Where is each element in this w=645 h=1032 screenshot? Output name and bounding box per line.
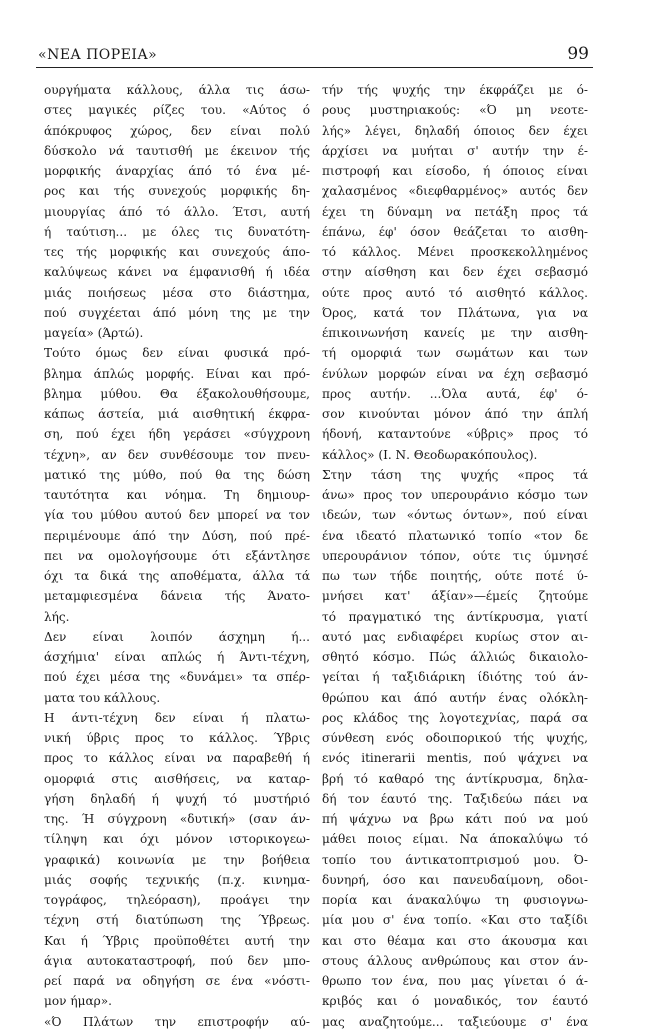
text-line: μιάς σοφής τεχνικής (π.χ. κινημα- bbox=[44, 872, 310, 887]
text-line: ταυτότητα και νόημα. Τη δημιουρ- bbox=[44, 488, 310, 502]
text-line: θρώπου και άπό αυτήν ένας ολόκλη- bbox=[322, 690, 588, 705]
text-line: τήν τής ψυχής την έκφράζει με ό- bbox=[322, 83, 588, 97]
text-line: ούτε προς αυτό τό αισθητό κάλλος. bbox=[322, 285, 588, 300]
text-line: ήδονή, καταντούνε «ύβρις» προς τό bbox=[322, 427, 588, 442]
text-line: υπερουράνιον τόπον, ούτε τις ύμνησέ bbox=[322, 548, 588, 563]
text-line: λής. bbox=[44, 609, 70, 624]
text-line: πού έχει μέσα της «δυνάμει» τα σπέρ- bbox=[44, 670, 310, 685]
text-line: και στο θέαμα και στο άκουσμα και bbox=[322, 933, 588, 948]
text-line: μία μου σ' ένα τοπίο. «Και στο ταξίδι bbox=[322, 913, 588, 928]
text-line: Η άντι-τέχνη δεν είναι ή πλατω- bbox=[44, 710, 310, 725]
text-line: ρος κλάδος της λογοτεχνίας, παρά σα bbox=[322, 710, 588, 725]
text-line: χαλασμένος «διεφθαρμένος» αυτός δεν bbox=[322, 184, 588, 199]
text-line: πω των τήδε ποιητής, ούτε ποτέ ύ- bbox=[322, 569, 588, 583]
text-line: τή ομορφιά των σωμάτων και των bbox=[322, 346, 588, 361]
text-line: άρχίσει να μυήται σ' αυτήν την έ- bbox=[322, 143, 588, 158]
text-line: όχι τα δικά της αποθέματα, άλλα τά bbox=[44, 569, 310, 583]
text-column-left bbox=[44, 80, 310, 1032]
text-line: μορφικής άναρχίας άπό τό ένα μέ- bbox=[44, 164, 310, 178]
text-line: έπικοινωνήση κανείς με την αισθη- bbox=[322, 326, 588, 340]
text-line: ση, πού έχει ήδη γεράσει «σύγχρονη bbox=[44, 427, 310, 442]
text-line: Στην τάση της ψυχής «προς τά bbox=[322, 467, 588, 482]
text-line: νική ύβρις προς το κάλλος. Ύβρις bbox=[44, 731, 310, 745]
text-line: γείται ή ταξιδιάρικη ίδιότης τού άν- bbox=[322, 670, 588, 685]
text-line: Και ή Ύβρις προϋποθέτει αυτή την bbox=[44, 933, 310, 948]
text-line: τέχνη στή διατύπωση της Ύβρεως. bbox=[44, 913, 310, 928]
text-line: γήση δηλαδή ή ψυχή τό μυστήριό bbox=[44, 791, 310, 806]
text-line: τέχνη», αν δεν συνθέσουμε τον πνευ- bbox=[44, 447, 310, 462]
text-line: στην αίσθηση και δεν έχει σεβασμό bbox=[322, 265, 588, 280]
text-line: μας αναζητούμε... ταξιεύουμε σ' ένα bbox=[322, 1014, 588, 1029]
text-line: άγια αυτοκαταστροφή, πού δεν μπο- bbox=[44, 953, 310, 968]
text-line: γία του μύθου αυτού δεν μπορεί να τον bbox=[44, 508, 310, 523]
text-line: σύνθεση ενός οδοιπορικού τής ψυχής, bbox=[322, 731, 588, 745]
text-line: ματα του κάλλους. bbox=[44, 690, 161, 705]
text-line: προς το κάλλος είναι να παραβεθή ή bbox=[44, 751, 310, 766]
text-line: σον κινούνται μόνον άπό την άπλή bbox=[322, 407, 588, 421]
text-line: τό κάλλος. Μένει προσκεκολλημένος bbox=[322, 245, 588, 259]
text-line: ρεί παρά να οδηγήση σε ένα «νόστι- bbox=[44, 974, 310, 988]
text-line: μεταμφιεσμένα δάνεια τής Άνατο- bbox=[44, 589, 310, 604]
text-line: άπόκρυφος χώρος, δεν είναι πολύ bbox=[44, 123, 310, 138]
text-line: τό πραγματικό της άντίκρυσμα, γιατί bbox=[322, 609, 588, 624]
text-line: πή ψάχνω να βρω κάτι πού να μού bbox=[322, 812, 588, 826]
text-line: μάθει ποιος είμαι. Να άποκαλύψω τό bbox=[322, 832, 588, 847]
text-line: σθητό κόσμο. Πώς άλλιώς δικαιολο- bbox=[322, 650, 588, 664]
text-column-right bbox=[322, 80, 588, 1032]
text-line: Τούτο όμως δεν είναι φυσικά πρό- bbox=[44, 346, 310, 361]
text-line: πορία και άνακαλύψω τη φυσιογνω- bbox=[322, 893, 588, 907]
text-line: τοπίο του άντικατοπτρισμού μου. Ό- bbox=[322, 852, 588, 867]
text-line: δύσκολο νά ταυτισθή με έκεινον τής bbox=[44, 143, 310, 158]
text-line: μνήσει κατ' άξίαν»—έμείς ζητούμε bbox=[322, 589, 588, 604]
text-line: αυτό μας ενδιαφέρει κυρίως στον αι- bbox=[322, 629, 588, 644]
text-line: ομορφιά στις αισθήσεις, να καταρ- bbox=[44, 771, 310, 786]
text-line: Όρος, κατά τον Πλάτωνα, για να bbox=[322, 305, 588, 320]
text-line: ένύλων μορφών είναι να έχη σεβασμό bbox=[322, 366, 588, 381]
text-line: έχει τη δύναμη να πετάξη προς τά bbox=[322, 204, 588, 219]
text-line: ένα ιδεατό πλατωνικό τοπίο «τον δε bbox=[322, 528, 588, 543]
text-line: μιάς ποιήσεως μέσα στο διάστημα, bbox=[44, 285, 310, 300]
text-line: τογράφος, τηλεόραση), προάγει την bbox=[44, 893, 310, 907]
text-line: γραφικά) κοινωνία με την βοήθεια bbox=[44, 852, 310, 867]
header-rule bbox=[36, 67, 593, 68]
text-line: πού συγχέεται άπό μόνη της με την bbox=[44, 305, 310, 320]
page-number: 99 bbox=[567, 44, 589, 64]
text-line: της. Ή σύγχρονη «δυτική» (σαν άν- bbox=[44, 812, 310, 826]
text-line: ουργήματα κάλλους, άλλα τις άσω- bbox=[44, 83, 310, 97]
text-line: πιστροφή και είσοδο, ή όποιος είναι bbox=[322, 164, 588, 178]
text-line: λής» λέγει, δηλαδή όποιος δεν έχει bbox=[322, 123, 588, 138]
text-line: τίληψη και όχι μόνον ιστορικογεω- bbox=[44, 832, 310, 847]
text-line: ή ταύτιση... με όλες τις δυνατότη- bbox=[44, 224, 310, 239]
text-line: άσχήμια' είναι απλώς ή Άντι-τέχνη, bbox=[44, 650, 310, 664]
text-line: τες τής μορφικής και συνεχούς άπο- bbox=[44, 245, 310, 259]
text-line: στες μαγικές ρίζες του. «Αύτος ό bbox=[44, 103, 310, 118]
text-line: στους άλλους ανθρώπους και στον άν- bbox=[322, 953, 588, 968]
text-line: βρή τό καθαρό της άντίκρυσμα, δηλα- bbox=[322, 771, 588, 786]
text-line: κάπως άστεία, μιά αισθητική έκφρα- bbox=[44, 407, 310, 421]
text-line: περιμένουμε άπό την Δύση, πού πρέ- bbox=[44, 528, 310, 543]
text-line: κάλλος» (Ι. Ν. Θεοδωρακόπουλος). bbox=[322, 447, 538, 462]
text-line: ρους μυστηριακούς: «Ό μη νεοτε- bbox=[322, 103, 588, 118]
text-line: βλημα άπλώς μορφής. Είναι και πρό- bbox=[44, 366, 310, 381]
text-line: ματικό της μύθο, πού θα της δώση bbox=[44, 467, 310, 482]
text-line: κριβός και ό μοναδικός, τον έαυτό bbox=[322, 994, 588, 1009]
text-line: δυνηρή, όσο και πανευδαίμονη, οδοι- bbox=[322, 872, 588, 887]
text-line: έπάνω, έφ' όσον θεάζεται το αισθη- bbox=[322, 224, 588, 239]
text-line: μον ήμαρ». bbox=[44, 994, 112, 1009]
text-line: δή τον έαυτό της. Ταξιδεύω πάει να bbox=[322, 791, 588, 806]
text-line: ενός itinerarii mentis, πού ψάχνει να bbox=[322, 751, 588, 766]
text-line: μιουργίας άπό τό άλλο. Έτσι, αυτή bbox=[44, 204, 310, 219]
text-line: βλημα μύθου. Θα έξακολουθήσουμε, bbox=[44, 386, 310, 401]
text-line: θρωπο τον ένα, που μας γίνεται ό ά- bbox=[322, 974, 588, 988]
text-line: «Ό Πλάτων την επιστροφήν αύ- bbox=[44, 1014, 310, 1029]
text-line: ιδεών, των «όντως όντων», πού είναι bbox=[322, 508, 588, 523]
text-line: άνω» προς τον υπερουράνιο κόσμο των bbox=[322, 488, 588, 502]
text-line: μαγεία» (Άρτώ). bbox=[44, 326, 144, 340]
text-line: ρος και τής συνεχούς μορφικής δη- bbox=[44, 184, 310, 199]
text-line: προς αυτήν. ...Όλα αυτά, έφ' ό- bbox=[322, 386, 588, 401]
text-line: καλύψεως κάνει να έμφανισθή ή ιδέα bbox=[44, 265, 310, 280]
running-head-journal-title: «ΝΕΑ ΠΟΡΕΙΑ» bbox=[38, 47, 158, 63]
text-line: πει να ομολογήσουμε ότι εξάντλησε bbox=[44, 548, 310, 563]
text-line: Δεν είναι λοιπόν άσχημη ή... bbox=[44, 629, 310, 644]
